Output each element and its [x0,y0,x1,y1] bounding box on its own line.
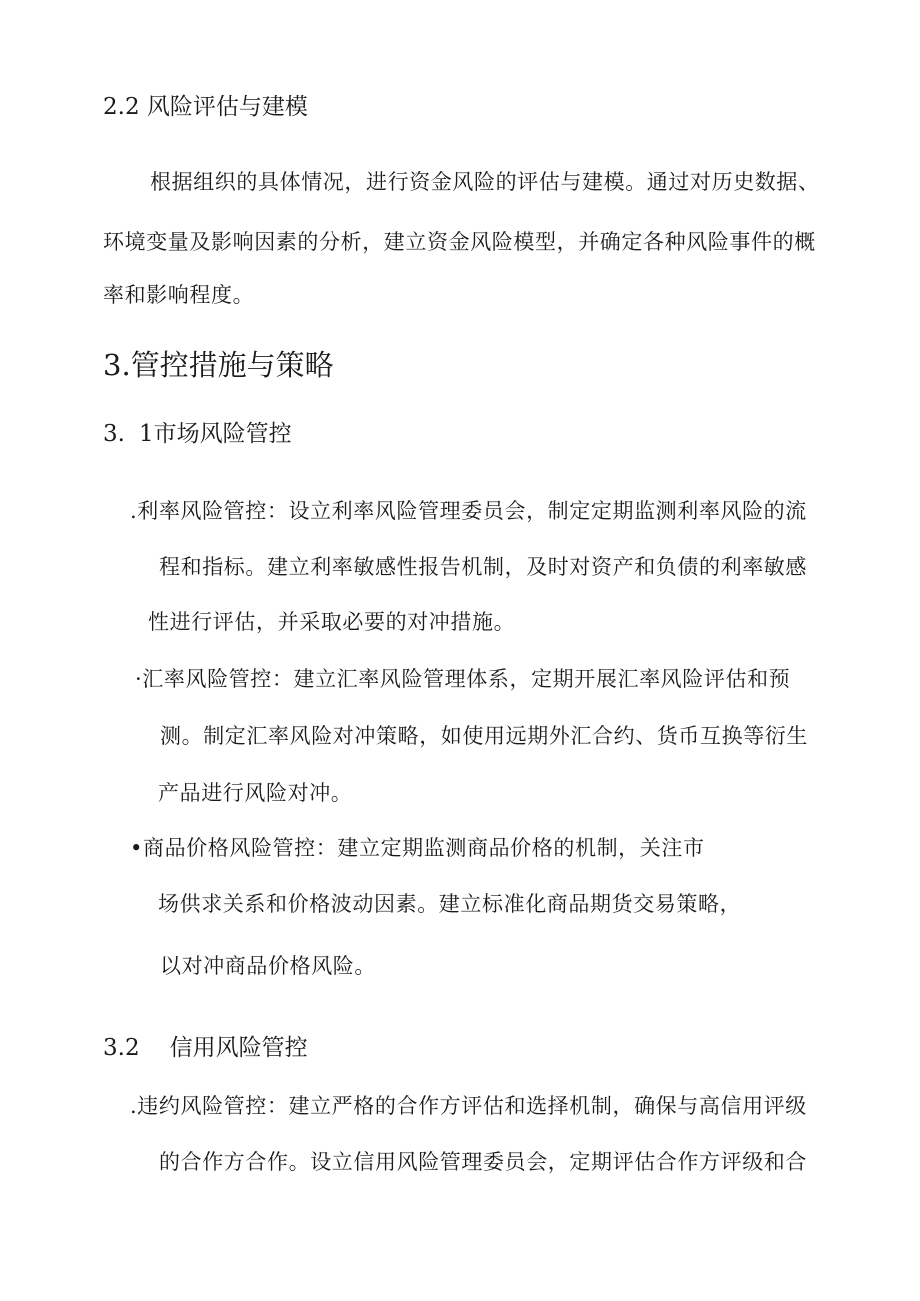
exchange-rate-line-3: 产品进行风险对冲。 [158,781,353,805]
interest-rate-line-1: .利率风险管控：设立利率风险管理委员会，制定定期监测利率风险的流 [130,499,807,523]
section-3-1-heading [103,423,292,446]
section-2-2-line-3: 率和影响程度。 [103,283,255,307]
section-3-2-number: 3.2 [103,1035,140,1061]
interest-rate-line-3: 性进行评估，并采取必要的对冲措施。 [148,610,516,634]
exchange-rate-line-1: ·汇率风险管控：建立汇率风险管理体系，定期开展汇率风险评估和预 [135,667,791,691]
section-2-2-line-1: 根据组织的具体情况，进行资金风险的评估与建模。通过对历史数据、 [150,170,820,194]
interest-rate-line-2: 程和指标。建立利率敏感性报告机制，及时对资产和负债的利率敏感 [159,555,807,579]
section-3-1-number: 3. [103,421,125,447]
commodity-price-line-3: 以对冲商品价格风险。 [160,954,376,978]
section-2-2-line-2: 环境变量及影响因素的分析，建立资金风险模型，并确定各种风险事件的概 [103,230,816,254]
commodity-price-line-1: •商品价格风险管控：建立定期监测商品价格的机制，关注市 [130,836,705,860]
section-2-2-heading: 2.2 风险评估与建模 [103,94,308,120]
exchange-rate-line-2: 测。制定汇率风险对冲策略，如使用远期外汇合约、货币互换等衍生 [160,724,808,748]
section-3-1-title: 1市场风险管控 [138,421,292,447]
section-3-2-heading [103,1037,308,1060]
section-3-2-title: 信用风险管控 [169,1035,308,1061]
section-3-heading: 3.管控措施与策略 [103,348,334,382]
commodity-price-line-2: 场供求关系和价格波动因素。建立标准化商品期货交易策略， [158,892,742,916]
default-risk-line-2: 的合作方合作。设立信用风险管理委员会，定期评估合作方评级和合 [159,1150,807,1174]
default-risk-line-1: .违约风险管控：建立严格的合作方评估和选择机制，确保与高信用评级 [130,1094,807,1118]
